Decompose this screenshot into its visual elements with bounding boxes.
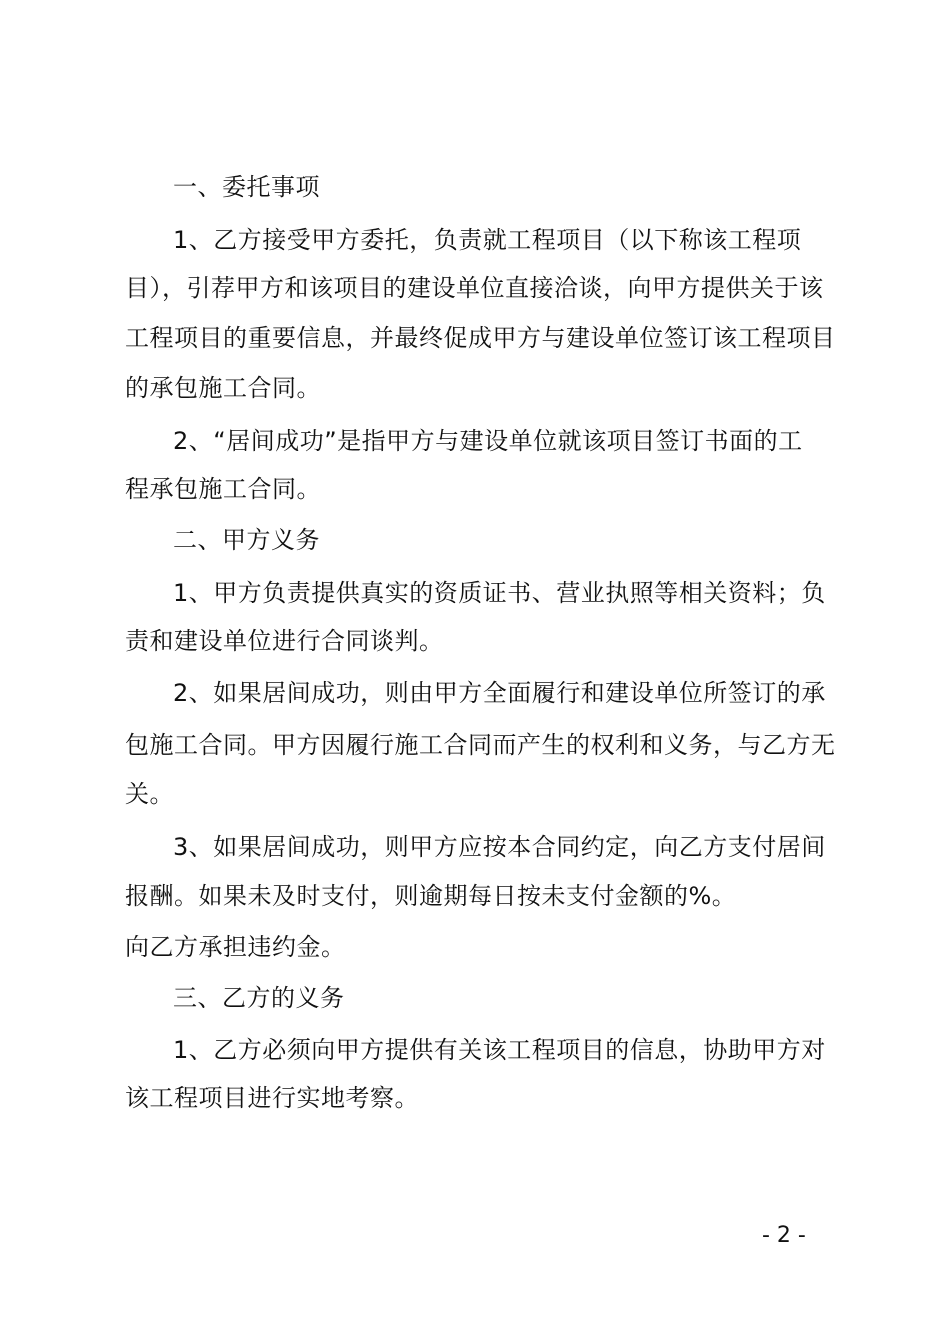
paragraph-line: 1、乙方接受甲方委托，负责就工程项目（以下称该工程项 [173, 226, 802, 254]
paragraph-line: 该工程项目进行实地考察。 [125, 1084, 419, 1112]
paragraph-line: 关。 [125, 780, 174, 808]
page-number: - 2 - [762, 1223, 806, 1248]
paragraph-line: 程承包施工合同。 [125, 475, 321, 503]
section-heading-2: 二、甲方义务 [173, 526, 320, 554]
paragraph-line: 3、如果居间成功，则甲方应按本合同约定，向乙方支付居间 [173, 833, 826, 861]
paragraph-line: 2、如果居间成功，则由甲方全面履行和建设单位所签订的承 [173, 679, 826, 707]
paragraph-line: 责和建设单位进行合同谈判。 [125, 627, 444, 655]
paragraph-line: 包施工合同。甲方因履行施工合同而产生的权利和义务，与乙方无 [125, 731, 836, 759]
paragraph-line: 1、甲方负责提供真实的资质证书、营业执照等相关资料；负 [173, 579, 826, 607]
paragraph-line: 报酬。如果未及时支付，则逾期每日按未支付金额的%。 [125, 882, 737, 910]
paragraph-line: 目），引荐甲方和该项目的建设单位直接洽谈，向甲方提供关于该 [125, 274, 824, 302]
paragraph-line: 2、“居间成功”是指甲方与建设单位就该项目签订书面的工 [173, 427, 803, 455]
paragraph-line: 1、乙方必须向甲方提供有关该工程项目的信息，协助甲方对 [173, 1036, 826, 1064]
section-heading-3: 三、乙方的义务 [173, 984, 345, 1012]
section-heading-1: 一、委托事项 [173, 173, 320, 201]
paragraph-line: 向乙方承担违约金。 [125, 933, 346, 961]
paragraph-line: 的承包施工合同。 [125, 374, 321, 402]
paragraph-line: 工程项目的重要信息，并最终促成甲方与建设单位签订该工程项目 [125, 324, 836, 352]
